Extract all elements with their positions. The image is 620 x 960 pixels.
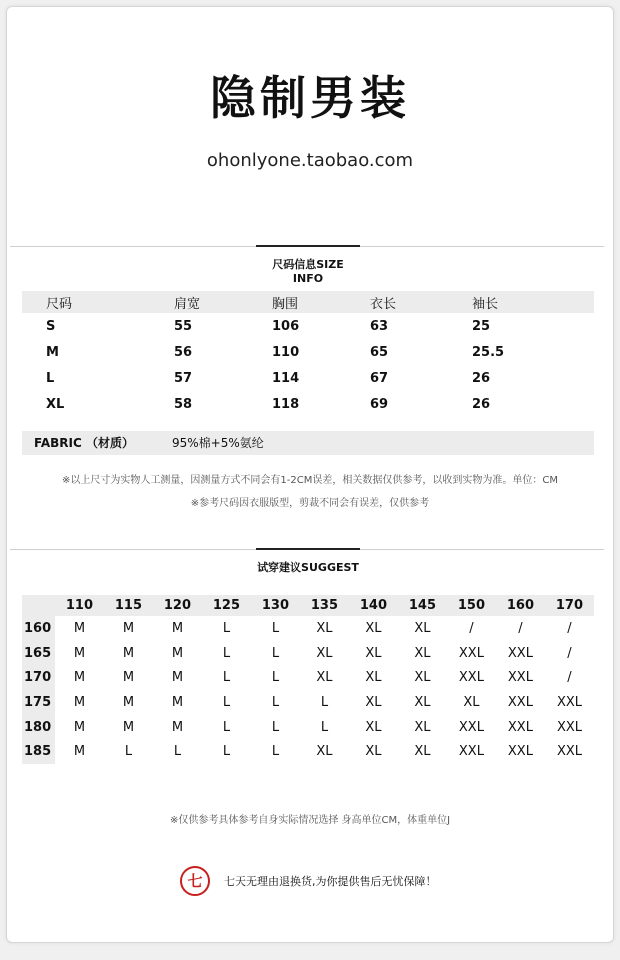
weight-header-cell: 125 xyxy=(202,595,251,616)
table-cell: M xyxy=(73,744,86,760)
table-cell: 25 xyxy=(472,318,491,334)
table-cell: XXL xyxy=(507,670,533,686)
table-cell: XL xyxy=(414,719,431,735)
table-cell: M xyxy=(122,620,135,636)
table-cell: M xyxy=(171,719,184,735)
table-cell: XL xyxy=(365,744,382,760)
weight-header-cell: 110 xyxy=(55,595,104,616)
table-header-cell: 胸围 xyxy=(272,291,370,313)
suggest-table xyxy=(22,595,594,764)
table-cell: M xyxy=(73,645,86,661)
seven-day-icon: 七 xyxy=(180,866,210,896)
fabric-row xyxy=(22,431,594,455)
suggest-note: ※仅供参考具体参考自身实际情况选择 身高单位CM，体重单位J xyxy=(169,815,451,826)
table-cell: XL xyxy=(316,620,333,636)
page-title: 隐制男装 xyxy=(210,71,410,125)
table-cell: 57 xyxy=(174,370,193,386)
table-row xyxy=(22,739,594,764)
table-cell: XXL xyxy=(458,744,484,760)
table-row xyxy=(22,391,594,417)
weight-header-cell: 115 xyxy=(104,595,153,616)
table-cell: L xyxy=(222,645,231,661)
table-cell: M xyxy=(73,620,86,636)
table-cell: L xyxy=(46,370,55,386)
table-cell: XXL xyxy=(458,670,484,686)
table-cell: M xyxy=(73,694,86,710)
table-cell: XXL xyxy=(556,744,582,760)
table-cell: XL xyxy=(316,645,333,661)
table-cell: XXL xyxy=(458,719,484,735)
table-cell: 110 xyxy=(272,344,300,360)
weight-header-cell: 130 xyxy=(251,595,300,616)
table-cell: XL xyxy=(414,694,431,710)
table-cell: M xyxy=(171,620,184,636)
table-cell: M xyxy=(171,694,184,710)
table-cell: / xyxy=(567,670,572,686)
table-header-cell: 袖长 xyxy=(472,291,594,313)
weight-header-cell: 170 xyxy=(545,595,594,616)
table-cell: XL xyxy=(463,694,480,710)
table-cell: M xyxy=(73,670,86,686)
table-cell: / xyxy=(469,620,474,636)
table-cell: XXL xyxy=(556,719,582,735)
table-row xyxy=(22,641,594,666)
table-cell: L xyxy=(271,694,280,710)
table-cell: L xyxy=(222,694,231,710)
table-cell: M xyxy=(122,645,135,661)
weight-header-cell: 140 xyxy=(349,595,398,616)
table-cell: 26 xyxy=(472,396,491,412)
table-row xyxy=(22,616,594,641)
table-cell: XXL xyxy=(507,694,533,710)
table-cell: XXL xyxy=(556,694,582,710)
table-cell: XL xyxy=(316,744,333,760)
table-cell: 118 xyxy=(272,396,300,412)
table-cell: / xyxy=(518,620,523,636)
table-row xyxy=(22,313,594,339)
table-cell: L xyxy=(124,744,133,760)
table-cell: XL xyxy=(365,670,382,686)
table-cell: XL xyxy=(365,645,382,661)
table-cell: 25.5 xyxy=(472,344,505,360)
weight-header-cell: 135 xyxy=(300,595,349,616)
table-cell: 63 xyxy=(370,318,389,334)
table-cell: 69 xyxy=(370,396,389,412)
table-corner-cell xyxy=(22,595,55,616)
table-cell: XL xyxy=(316,670,333,686)
table-header-cell: 肩宽 xyxy=(174,291,272,313)
table-cell: XL xyxy=(414,744,431,760)
height-header-cell: 180 xyxy=(22,715,55,740)
size-info-heading: 尺码信息SIZE INFO xyxy=(256,245,360,285)
table-cell: L xyxy=(320,694,329,710)
table-cell: XL xyxy=(365,694,382,710)
height-header-cell: 185 xyxy=(22,739,55,764)
table-cell: XL xyxy=(414,670,431,686)
table-cell: XL xyxy=(46,396,65,412)
height-header-cell: 165 xyxy=(22,641,55,666)
measurement-note: ※以上尺寸为实物人工测量，因测量方式不同会有1-2CM误差，相关数据仅供参考，以收到实物为准。单位：CM xyxy=(62,475,558,486)
table-cell: 58 xyxy=(174,396,193,412)
table-cell: 67 xyxy=(370,370,389,386)
table-cell: XL xyxy=(414,620,431,636)
table-cell: XXL xyxy=(507,744,533,760)
table-cell: XL xyxy=(365,719,382,735)
table-cell: 65 xyxy=(370,344,389,360)
table-row xyxy=(22,690,594,715)
height-header-cell: 160 xyxy=(22,616,55,641)
suggest-heading: 试穿建议SUGGEST xyxy=(256,548,360,575)
table-cell: L xyxy=(271,620,280,636)
guarantee-text: 七天无理由退换货,为你提供售后无忧保障！ xyxy=(224,875,437,888)
shop-url[interactable]: ohonlyone.taobao.com xyxy=(206,150,414,171)
guarantee-banner xyxy=(180,866,437,896)
table-cell: M xyxy=(171,645,184,661)
table-cell: M xyxy=(171,670,184,686)
table-cell: L xyxy=(271,719,280,735)
weight-header-cell: 150 xyxy=(447,595,496,616)
table-cell: M xyxy=(73,719,86,735)
table-header-cell: 衣长 xyxy=(370,291,472,313)
table-cell: S xyxy=(46,318,56,334)
table-cell: 55 xyxy=(174,318,193,334)
table-cell: L xyxy=(222,744,231,760)
weight-header-cell: 160 xyxy=(496,595,545,616)
table-cell: L xyxy=(271,645,280,661)
table-row xyxy=(22,365,594,391)
table-cell: M xyxy=(46,344,59,360)
weight-header-cell: 120 xyxy=(153,595,202,616)
size-table xyxy=(22,291,594,417)
table-cell: L xyxy=(222,620,231,636)
table-cell: L xyxy=(222,670,231,686)
table-row xyxy=(22,665,594,690)
size-reference-note: ※参考尺码因衣服版型，剪裁不同会有误差，仅供参考 xyxy=(190,498,430,509)
table-cell: XXL xyxy=(458,645,484,661)
table-header-row xyxy=(22,595,594,616)
height-header-cell: 170 xyxy=(22,665,55,690)
fabric-label: FABRIC （材质） xyxy=(34,436,134,450)
table-header-row xyxy=(22,291,594,313)
table-cell: 56 xyxy=(174,344,193,360)
table-cell: XXL xyxy=(507,645,533,661)
table-cell: 114 xyxy=(272,370,300,386)
table-cell: L xyxy=(271,744,280,760)
table-cell: L xyxy=(271,670,280,686)
table-cell: / xyxy=(567,620,572,636)
table-cell: L xyxy=(173,744,182,760)
table-cell: XXL xyxy=(507,719,533,735)
table-row xyxy=(22,715,594,740)
fabric-value: 95%棉+5%氨纶 xyxy=(172,436,264,450)
weight-header-cell: 145 xyxy=(398,595,447,616)
table-cell: M xyxy=(122,694,135,710)
table-cell: M xyxy=(122,719,135,735)
table-cell: L xyxy=(320,719,329,735)
table-header-cell: 尺码 xyxy=(22,291,174,313)
table-row xyxy=(22,339,594,365)
table-cell: XL xyxy=(365,620,382,636)
table-cell: M xyxy=(122,670,135,686)
height-header-cell: 175 xyxy=(22,690,55,715)
table-cell: L xyxy=(222,719,231,735)
table-cell: 106 xyxy=(272,318,300,334)
table-cell: 26 xyxy=(472,370,491,386)
table-cell: XL xyxy=(414,645,431,661)
table-cell: / xyxy=(567,645,572,661)
